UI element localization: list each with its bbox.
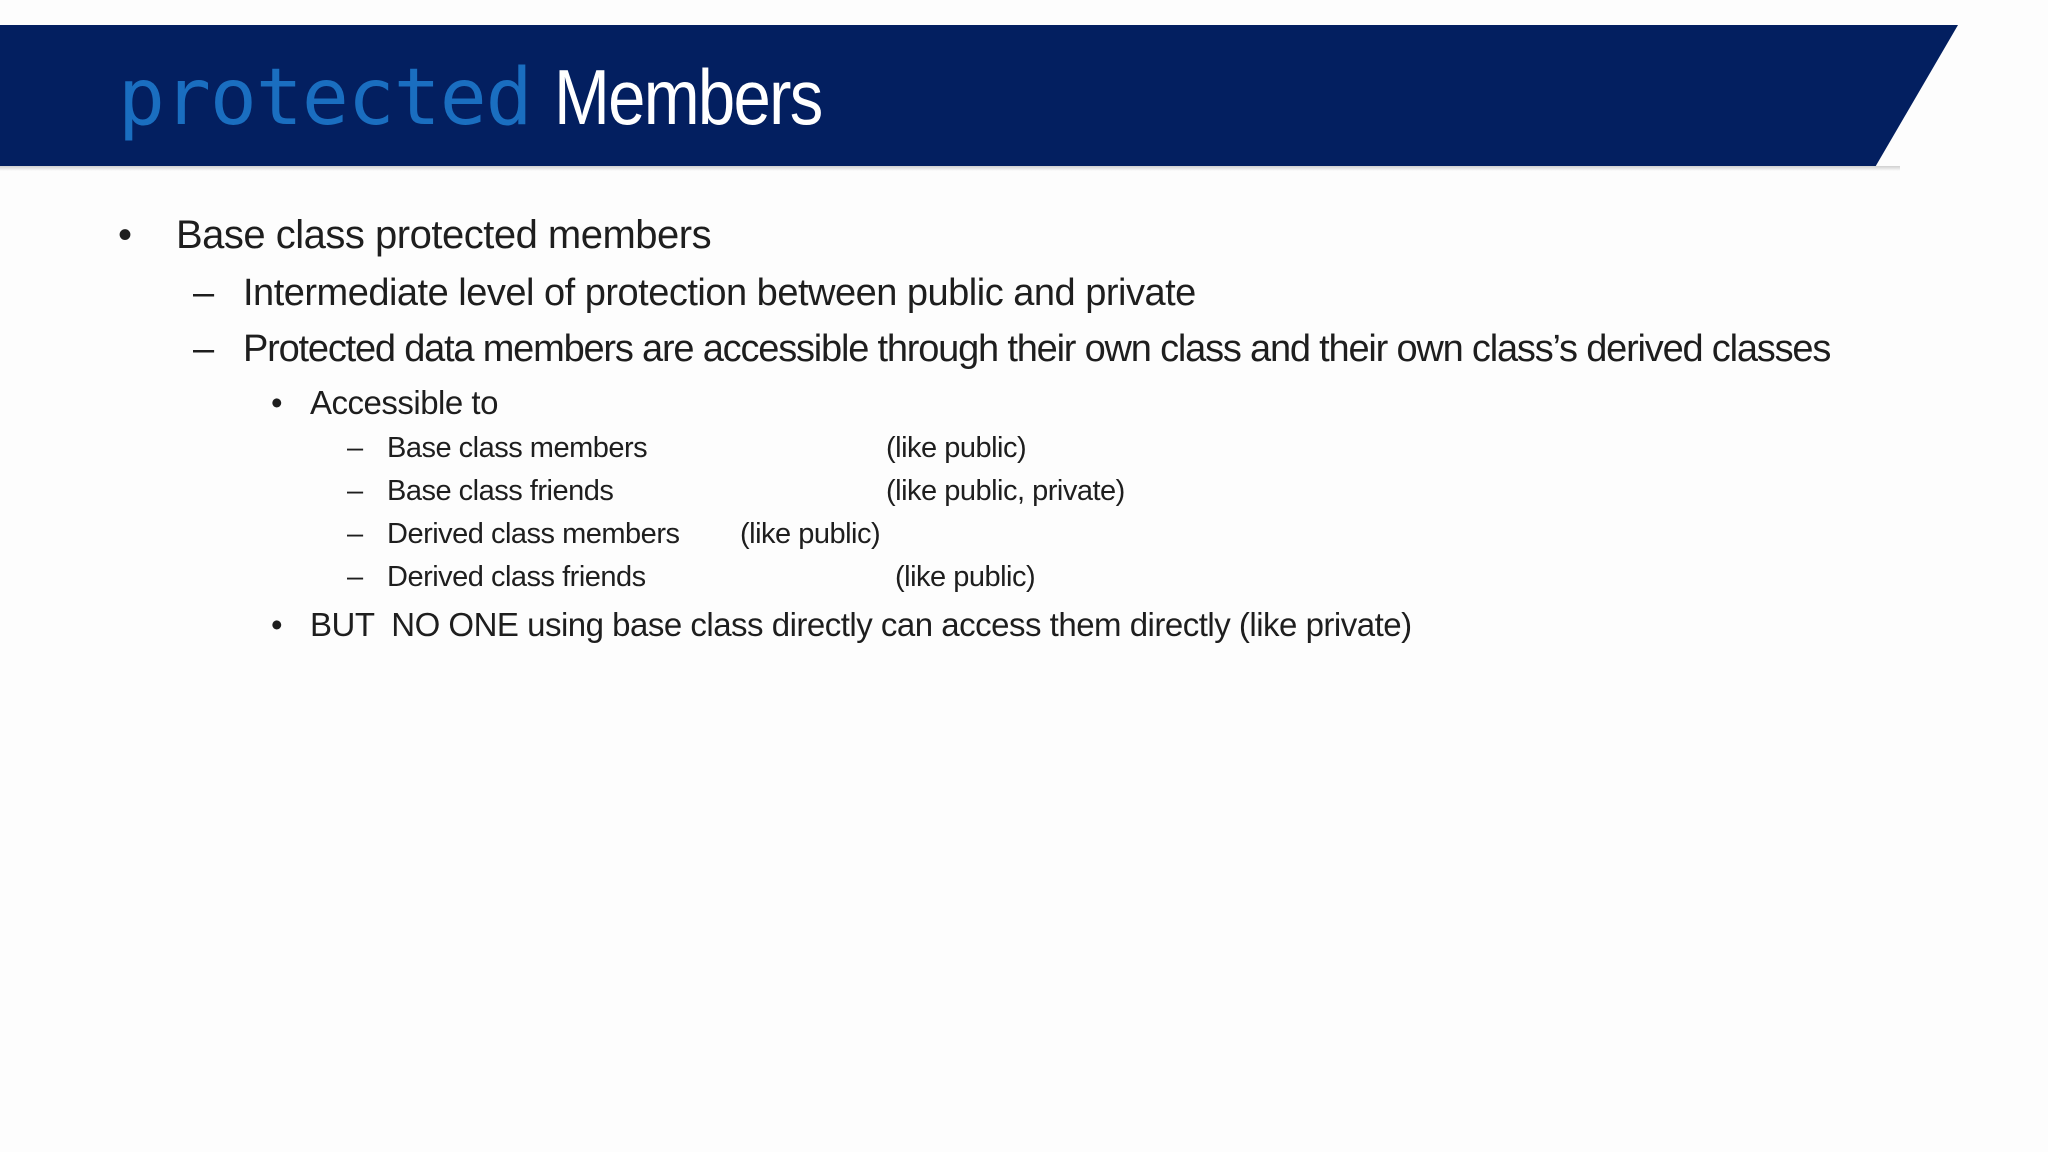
access-item	[347, 561, 646, 594]
dash-marker: –	[347, 518, 363, 550]
bullet-marker: •	[118, 213, 132, 257]
bullet-level2	[193, 272, 1196, 315]
bullet-text: BUT NO ONE using base class directly can access them directly (like private)	[310, 606, 1412, 643]
bullet-level1	[118, 213, 711, 258]
access-item	[347, 432, 647, 465]
dash-marker: –	[347, 561, 363, 593]
bullet-marker: •	[271, 606, 283, 643]
access-item-note: (like public)	[895, 561, 1036, 593]
access-item	[347, 518, 679, 551]
bullet-marker: •	[271, 384, 283, 421]
access-item-note: (like public)	[740, 518, 881, 550]
bullet-level3	[271, 606, 1412, 644]
dash-marker: –	[193, 328, 213, 370]
access-item-label: Derived class members	[387, 518, 680, 550]
bullet-level2	[193, 328, 1830, 371]
title-banner-shadow	[0, 166, 1900, 171]
dash-marker: –	[347, 432, 363, 464]
access-item	[347, 475, 613, 508]
slide-title	[118, 52, 865, 142]
title-code-keyword: protected	[118, 53, 532, 143]
access-item-label: Base class friends	[387, 475, 614, 507]
access-item-label: Derived class friends	[387, 561, 646, 593]
bullet-level3	[271, 384, 498, 422]
dash-marker: –	[347, 475, 363, 507]
access-item-note: (like public, private)	[886, 475, 1125, 507]
bullet-text: Accessible to	[310, 384, 498, 421]
dash-marker: –	[193, 272, 214, 314]
title-text: Members	[553, 53, 822, 141]
access-item-note: (like public)	[886, 432, 1027, 464]
bullet-text: Intermediate level of protection between public and private	[243, 272, 1196, 314]
access-item-label: Base class members	[387, 432, 648, 464]
bullet-text: Base class protected members	[176, 213, 712, 257]
bullet-text: Protected data members are accessible through their own class and their own class’s derived classes	[243, 328, 1831, 370]
